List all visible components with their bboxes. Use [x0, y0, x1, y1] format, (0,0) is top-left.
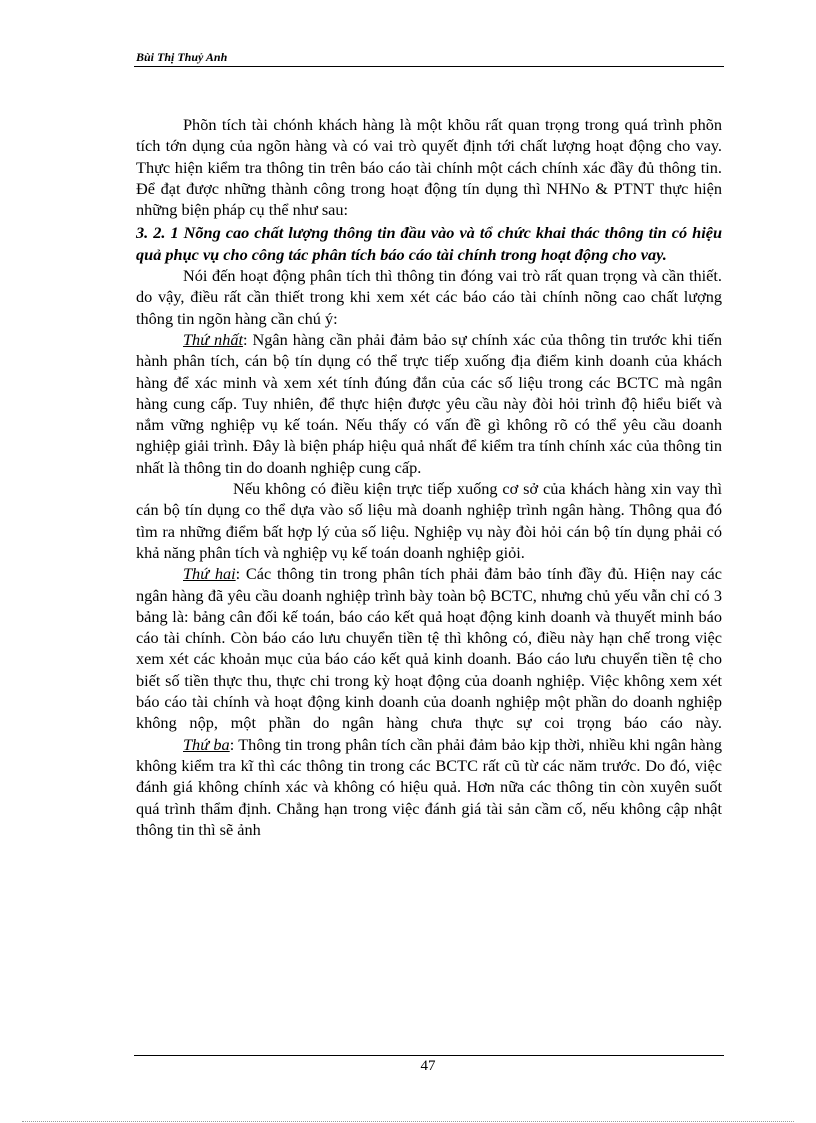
- paragraph-information-role: Nói đến hoạt động phân tích thì thông tin đóng vai trò rất quan trọng và cần thiết. do vậy, điều rất cần thiết trong khi xem xét các báo cáo tài chính nõng cao chất lượng thông tin ngõn hàng cần chú ý:: [136, 266, 722, 328]
- first-label: Thứ nhất: [183, 329, 244, 349]
- paragraph-site-visit: Nếu không có điều kiện trực tiếp xuống cơ sở của khách hàng xin vay thì cán bộ tín dụng co thể dựa vào số liệu mà doanh nghiệp trình ngân hàng. Thông qua đó tìm ra những điểm bất hợp lý của số liệu. Nghiệp vụ này đòi hỏi cán bộ tín dụng phải có khả năng phân tích và nghiệp vụ kế toán doanh nghiệp giỏi.: [136, 479, 722, 562]
- section-heading: 3. 2. 1 Nõng cao chất lượng thông tin đầu vào và tổ chức khai thác thông tin có hiệu quả phục vụ cho công tác phân tích báo cáo tài chính trong hoạt động cho vay.: [136, 223, 722, 264]
- paragraph-third: [136, 734, 722, 840]
- header-divider: [134, 66, 724, 67]
- paragraph-second: [136, 563, 722, 733]
- running-header-author: Bùi Thị Thuỷ Anh: [136, 50, 228, 64]
- first-text: : Ngân hàng cần phải đảm bảo sự chính xác của thông tin trước khi tiến hành phân tích, cán bộ tín dụng có thể trực tiếp xuống địa điểm kinh doanh của khách hàng để xác minh và xem xét tính đúng đắn của các số liệu trong các BCTC mà ngân hàng cung cấp. Tuy nhiên, để thực hiện được yêu cầu này đòi hỏi trình độ hiểu biết và nắm vững nghiệp vụ kế toán. Nếu thấy có vấn đề gì không rõ có thể yêu cầu doanh nghiệp giải trình. Đây là biện pháp hiệu quả nhất để kiểm tra tính chính xác của thông tin nhất là thông tin do doanh nghiệp cung cấp.: [136, 329, 722, 477]
- paragraph-intro: Phõn tích tài chónh khách hàng là một khõu rất quan trọng trong quá trình phõn tích tớn dụng của ngõn hàng và có vai trò quyết định tới chất lượng hoạt động cho vay. Thực hiện kiểm tra thông tin trên báo cáo tài chính một cách chính xác đầy đủ thông tin. Để đạt được những thành công trong hoạt động tín dụng thì NHNo & PTNT thực hiện những biện pháp cụ thể như sau:: [136, 115, 722, 220]
- document-body: [136, 114, 722, 840]
- footer-divider: [134, 1055, 724, 1056]
- second-text: : Các thông tin trong phân tích phải đảm bảo tính đầy đủ. Hiện nay các ngân hàng đã yêu cầu doanh nghiệp trình bày toàn bộ BCTC, nhưng chủ yếu vẫn chỉ có 3 bảng là: bảng cân đối kế toán, báo cáo kết quả hoạt động kinh doanh và thuyết minh báo cáo tài chính. Còn báo cáo lưu chuyển tiền tệ thì không có, điều này hạn chế trong việc xem xét các khoản mục của báo cáo kết quả kinh doanh. Báo cáo lưu chuyển tiền tệ cho biết số tiền thực thu, thực chi trong kỳ hoạt động của doanh nghiệp. Việc không xem xét báo cáo tài chính và hoạt động kinh doanh của doanh nghiệp một phần do doanh nghiệp không nộp, một phần do ngân hàng chưa thực sự coi trọng báo cáo này.: [136, 564, 723, 733]
- second-label: Thứ hai: [183, 564, 236, 584]
- paragraph-first: [136, 329, 722, 478]
- page-number: 47: [420, 1058, 436, 1074]
- page-bottom-dotted-rule: [22, 1121, 794, 1122]
- third-label: Thứ ba: [183, 734, 230, 754]
- third-text: : Thông tin trong phân tích cần phải đảm bảo kịp thời, nhiều khi ngân hàng không kiểm tra kĩ thì các thông tin trong các BCTC rất cũ từ các năm trước. Do đó, việc đánh giá không chính xác và không có hiệu quả. Hơn nữa các thông tin còn xuyên suốt quá trình thẩm định. Chẳng hạn trong việc đánh giá tài sản cầm cố, nếu không cập nhật thông tin thì sẽ ảnh: [136, 734, 722, 839]
